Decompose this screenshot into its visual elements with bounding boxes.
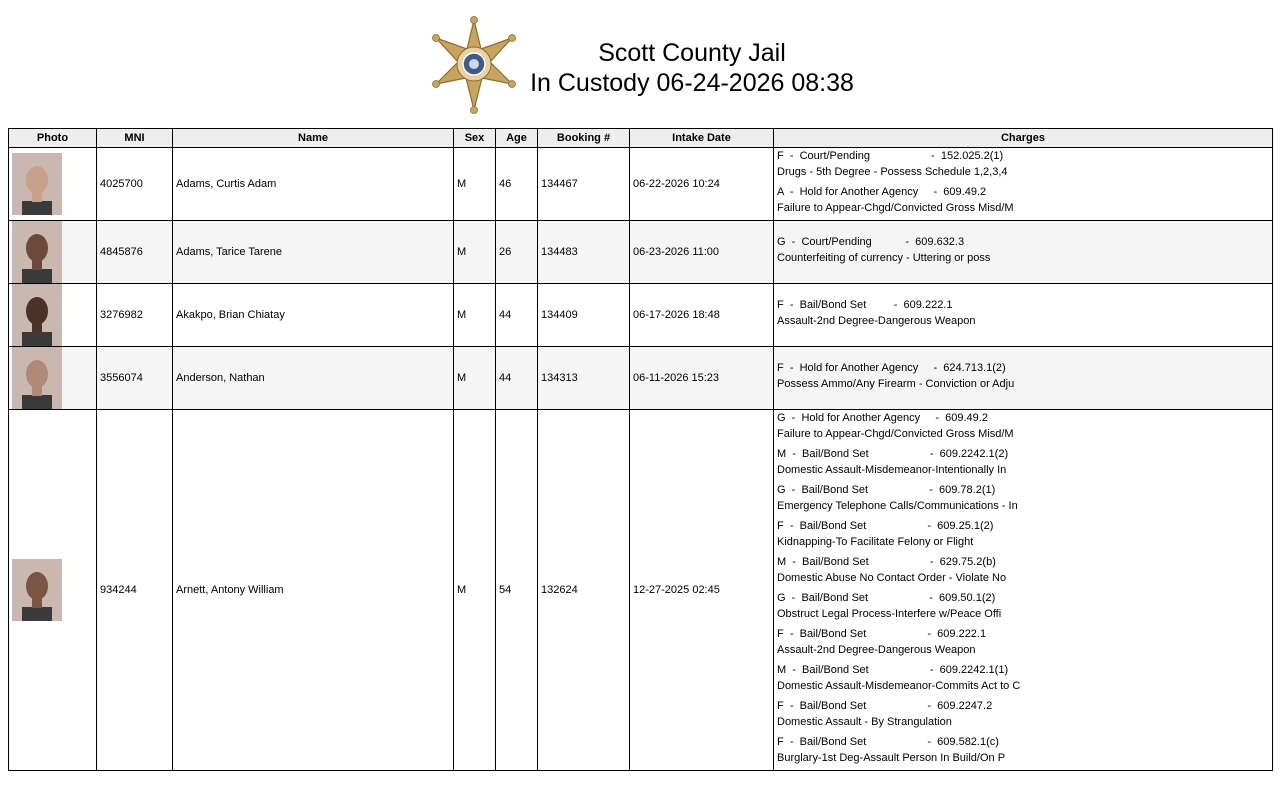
page-subtitle: In Custody 06-24-2026 08:38 xyxy=(530,69,854,97)
table-row xyxy=(9,148,1273,221)
table-row xyxy=(9,410,1273,771)
column-header-age: Age xyxy=(496,129,538,148)
mni-cell: 3276982 xyxy=(97,284,173,347)
booking-cell: 134483 xyxy=(538,221,630,284)
charge-description: Possess Ammo/Any Firearm - Conviction or Adju xyxy=(777,378,1015,390)
age-cell: 54 xyxy=(496,410,538,771)
sex-cell: M xyxy=(454,148,496,221)
charge-description: Emergency Telephone Calls/Communications - In xyxy=(777,500,1018,512)
charge-level-status-statute: G - Bail/Bond Set - 609.50.1(2) xyxy=(777,592,996,604)
charge-level-status-statute: F - Hold for Another Agency - 624.713.1(2) xyxy=(777,362,1006,374)
name-cell: Arnett, Antony William xyxy=(173,410,454,771)
charge-entry xyxy=(777,410,1272,442)
name-cell: Adams, Tarice Tarene xyxy=(173,221,454,284)
charge-description: Assault-2nd Degree-Dangerous Weapon xyxy=(777,315,976,327)
charges-cell xyxy=(774,347,1273,410)
charge-entry xyxy=(777,626,1272,658)
title-block xyxy=(530,38,854,98)
sheriff-badge-icon xyxy=(428,16,520,114)
charge-entry xyxy=(777,234,1272,266)
charge-entry xyxy=(777,734,1272,766)
charge-level-status-statute: F - Bail/Bond Set - 609.222.1 xyxy=(777,299,953,311)
column-header-charges: Charges xyxy=(774,129,1273,148)
charge-description: Drugs - 5th Degree - Possess Schedule 1,2,3,4 xyxy=(777,166,1008,178)
charge-level-status-statute: M - Bail/Bond Set - 609.2242.1(1) xyxy=(777,664,1009,676)
booking-cell: 132624 xyxy=(538,410,630,771)
photo-cell xyxy=(9,148,97,221)
charge-level-status-statute: M - Bail/Bond Set - 629.75.2(b) xyxy=(777,556,996,568)
mugshot-photo xyxy=(12,347,62,409)
charge-entry xyxy=(777,360,1272,392)
sex-cell: M xyxy=(454,410,496,771)
booking-cell: 134409 xyxy=(538,284,630,347)
age-cell: 46 xyxy=(496,148,538,221)
charge-entry xyxy=(777,662,1272,694)
name-cell: Anderson, Nathan xyxy=(173,347,454,410)
mugshot-photo xyxy=(12,221,62,283)
charge-entry xyxy=(777,518,1272,550)
charges-cell xyxy=(774,284,1273,347)
photo-cell xyxy=(9,221,97,284)
charge-level-status-statute: A - Hold for Another Agency - 609.49.2 xyxy=(777,186,987,198)
table-row xyxy=(9,221,1273,284)
charge-description: Burglary-1st Deg-Assault Person In Build/On P xyxy=(777,752,1006,764)
charge-entry xyxy=(777,554,1272,586)
age-cell: 44 xyxy=(496,347,538,410)
sex-cell: M xyxy=(454,284,496,347)
column-header-photo: Photo xyxy=(9,129,97,148)
name-cell: Akakpo, Brian Chiatay xyxy=(173,284,454,347)
age-cell: 26 xyxy=(496,221,538,284)
charge-level-status-statute: F - Bail/Bond Set - 609.2247.2 xyxy=(777,700,993,712)
photo-cell xyxy=(9,347,97,410)
column-header-name: Name xyxy=(173,129,454,148)
charge-description: Counterfeiting of currency - Uttering or poss xyxy=(777,252,991,264)
column-header-mni: MNI xyxy=(97,129,173,148)
intake-date-cell: 06-23-2026 11:00 xyxy=(630,221,774,284)
mugshot-photo xyxy=(12,559,62,621)
charge-description: Domestic Assault-Misdemeanor-Intentionally In xyxy=(777,464,1007,476)
charge-entry xyxy=(777,446,1272,478)
page-header xyxy=(0,0,1280,125)
intake-date-cell: 06-17-2026 18:48 xyxy=(630,284,774,347)
photo-cell xyxy=(9,284,97,347)
charge-level-status-statute: F - Bail/Bond Set - 609.222.1 xyxy=(777,628,987,640)
charge-level-status-statute: G - Court/Pending - 609.632.3 xyxy=(777,236,965,248)
charge-description: Failure to Appear-Chgd/Convicted Gross Misd/M xyxy=(777,202,1014,214)
photo-cell xyxy=(9,410,97,771)
charges-cell xyxy=(774,148,1273,221)
mni-cell: 3556074 xyxy=(97,347,173,410)
charge-level-status-statute: F - Court/Pending - 152.025.2(1) xyxy=(777,150,1004,162)
charge-level-status-statute: G - Hold for Another Agency - 609.49.2 xyxy=(777,412,988,424)
charge-description: Domestic Abuse No Contact Order - Violate No xyxy=(777,572,1007,584)
sex-cell: M xyxy=(454,221,496,284)
charges-cell xyxy=(774,410,1273,771)
mni-cell: 4025700 xyxy=(97,148,173,221)
custody-table xyxy=(8,128,1273,771)
charge-entry xyxy=(777,590,1272,622)
table-row xyxy=(9,284,1273,347)
charge-entry xyxy=(777,698,1272,730)
charge-entry xyxy=(777,148,1272,180)
charge-level-status-statute: F - Bail/Bond Set - 609.582.1(c) xyxy=(777,736,999,748)
mugshot-photo xyxy=(12,284,62,346)
table-header-row xyxy=(9,129,1273,148)
charge-description: Domestic Assault - By Strangulation xyxy=(777,716,952,728)
age-cell: 44 xyxy=(496,284,538,347)
column-header-booking: Booking # xyxy=(538,129,630,148)
charge-description: Failure to Appear-Chgd/Convicted Gross Misd/M xyxy=(777,428,1014,440)
charge-entry xyxy=(777,482,1272,514)
charge-level-status-statute: F - Bail/Bond Set - 609.25.1(2) xyxy=(777,520,994,532)
sex-cell: M xyxy=(454,347,496,410)
mni-cell: 4845876 xyxy=(97,221,173,284)
page-title: Scott County Jail xyxy=(598,39,786,67)
charge-level-status-statute: M - Bail/Bond Set - 609.2242.1(2) xyxy=(777,448,1009,460)
intake-date-cell: 06-11-2026 15:23 xyxy=(630,347,774,410)
mni-cell: 934244 xyxy=(97,410,173,771)
charges-cell xyxy=(774,221,1273,284)
name-cell: Adams, Curtis Adam xyxy=(173,148,454,221)
booking-cell: 134313 xyxy=(538,347,630,410)
mugshot-photo xyxy=(12,153,62,215)
intake-date-cell: 06-22-2026 10:24 xyxy=(630,148,774,221)
intake-date-cell: 12-27-2025 02:45 xyxy=(630,410,774,771)
charge-entry xyxy=(777,184,1272,216)
charge-description: Obstruct Legal Process-Interfere w/Peace Offi xyxy=(777,608,1002,620)
column-header-sex: Sex xyxy=(454,129,496,148)
charge-level-status-statute: G - Bail/Bond Set - 609.78.2(1) xyxy=(777,484,996,496)
table-row xyxy=(9,347,1273,410)
column-header-intake-date: Intake Date xyxy=(630,129,774,148)
charge-entry xyxy=(777,297,1272,329)
booking-cell: 134467 xyxy=(538,148,630,221)
charge-description: Assault-2nd Degree-Dangerous Weapon xyxy=(777,644,976,656)
charge-description: Kidnapping-To Facilitate Felony or Flight xyxy=(777,536,974,548)
charge-description: Domestic Assault-Misdemeanor-Commits Act to C xyxy=(777,680,1021,692)
